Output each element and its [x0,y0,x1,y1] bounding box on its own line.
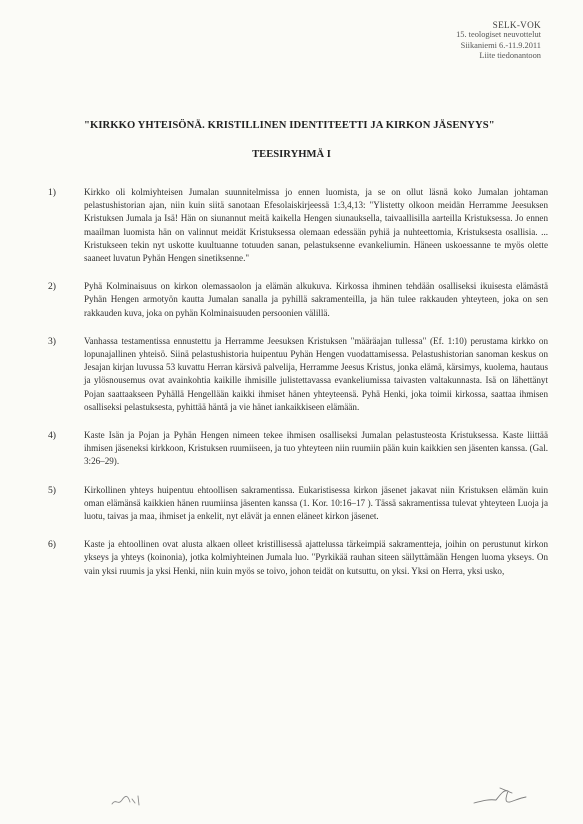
thesis-number: 3) [48,335,56,347]
thesis-text: Pyhä Kolminaisuus on kirkon olemassaolon ja elämän alkukuva. Kirkossa ihminen tehdään osalliseksi ikuisesta elämästä Pyhän Hengen armotyön kautta Jumalan sanalla ja pyhillä sakramenteilla, ja hän tulee rakkauden yhteyteen, joka on sen rakkauden kuva, joka on pyhän Kolminaisuuden persoonien välillä. [84,281,548,318]
initials-mark-left [108,790,148,810]
thesis-item [48,280,548,320]
signature-mark-right [470,785,530,811]
thesis-item [48,335,548,414]
header-attachment-note: Liite tiedonantoon [479,51,541,61]
header-meeting: 15. teologiset neuvottelut [456,30,541,40]
thesis-number: 1) [48,187,56,198]
thesis-number: 4) [48,430,56,442]
thesis-item [48,484,548,524]
document-subtitle: TEESIRYHMÄ I [252,149,331,160]
thesis-item [48,429,548,469]
thesis-text: Kirkko oli kolmiyhteisen Jumalan suunnitelmissa jo ennen luomista, ja se on ollut läsnä koko Jumalan johtaman pelastushistorian ajan, niin kuin siitä sanotaan Efesolaiskirjeessä 1:3,4,13: "Ylistetty olkoon meidän Herramme Jeesuksen Kristuksen Jumala ja Isä! Hän on siunannut meitä kaikella Hengen siunauksella, taivaallisilla aarteilla Kristuksessa. Jo ennen maailman luomista hän on valinnut meidät Kristuksessa olemaan edessään pyhiä ja nuhteettomia, Kristuksesta osallisia. ... Kristukseen tekin nyt uskotte kuultuanne totuuden sanan, pelastuksenne evankeliumin. Häneen uskoessanne te myös olette saaneet luvatun Pyhän Hengen sinetiksenne." [84,187,548,264]
thesis-item [48,186,548,265]
thesis-number: 6) [48,539,56,551]
document-header [456,20,541,62]
theses-list [48,186,548,593]
thesis-item [48,538,548,578]
header-place-date: Siikaniemi 6.-11.9.2011 [460,40,541,50]
thesis-number: 5) [48,484,56,496]
document-title: "KIRKKO YHTEISÖNÄ. KRISTILLINEN IDENTITEETTI JA KIRKON JÄSENYYS" [84,120,495,131]
thesis-number: 2) [48,281,56,293]
header-organization: SELK-VOK [492,20,541,30]
thesis-text: Kaste ja ehtoollinen ovat alusta alkaen olleet kristillisessä ajattelussa tärkeimpiä sakramentteja, joihin on perustunut kirkon ykseys ja yhteys (koinonia), jotka kolmiyhteinen Jumala luo. "Pyrkikää rauhan siteen säilyttämään Hengen luoma ykseys. On vain yksi ruumis ja yksi Henki, niin kuin myös se toivo, johon teidät on kutsuttu, on yksi. Yksi on Herra, yksi usko, [84,539,548,576]
thesis-text: Vanhassa testamentissa ennustettu ja Herramme Jeesuksen Kristuksen "määräajan tullessa" (Ef. 1:10) perustama kirkko on lopunajallinen yhteisö. Siinä pelastushistoria huipentuu Pyhän Hengen vuodattamisessa. Pelastushistorian sanoman keskus on Jesajan kirjan luvussa 53 kuvattu Herran kärsivä palvelija, Herramme Jeesus Kristus, jonka elämä, kärsimys, kuolema, hautaus ja ylösnousemus ovat avainkohtia kaikille ihmisille julistettavassa evankeliumissa taivasten valtakunnasta. Isä on lähettänyt Pojan saattaakseen Pyhällä Hengellään kaikki ihmiset hänen yhteyteensä. Pyhä Henki, joka toimii kirkossa, saattaa ihmisen osalliseksi pelastuksesta, pyhittää häntä ja vie hänet iankaikkiseen elämään. [84,335,548,412]
thesis-text: Kaste Isän ja Pojan ja Pyhän Hengen nimeen tekee ihmisen osalliseksi Jumalan pelastusteosta Kristuksessa. Kaste liittää ihmisen jäseneksi kirkkoon, Kristuksen ruumiiseen, ja tuo yhteyteen niin ruumiin pään kuin kaikkien sen jäsenten kanssa. (Gal. 3:26–29). [84,430,548,467]
thesis-text: Kirkollinen yhteys huipentuu ehtoollisen sakramentissa. Eukaristisessa kirkon jäsenet jakavat niin Kristuksen elämän kuin oman elämänsä kaikkien hänen ruumiinsa jäsenten kanssa (1. Kor. 10:16–17 ). Tässä sakramentissa tulevat yhteyteen Luoja ja luotu, taivas ja maa, ihmiset ja enkelit, nyt elävät ja ennen eläneet kirkon jäsenet. [84,484,548,522]
